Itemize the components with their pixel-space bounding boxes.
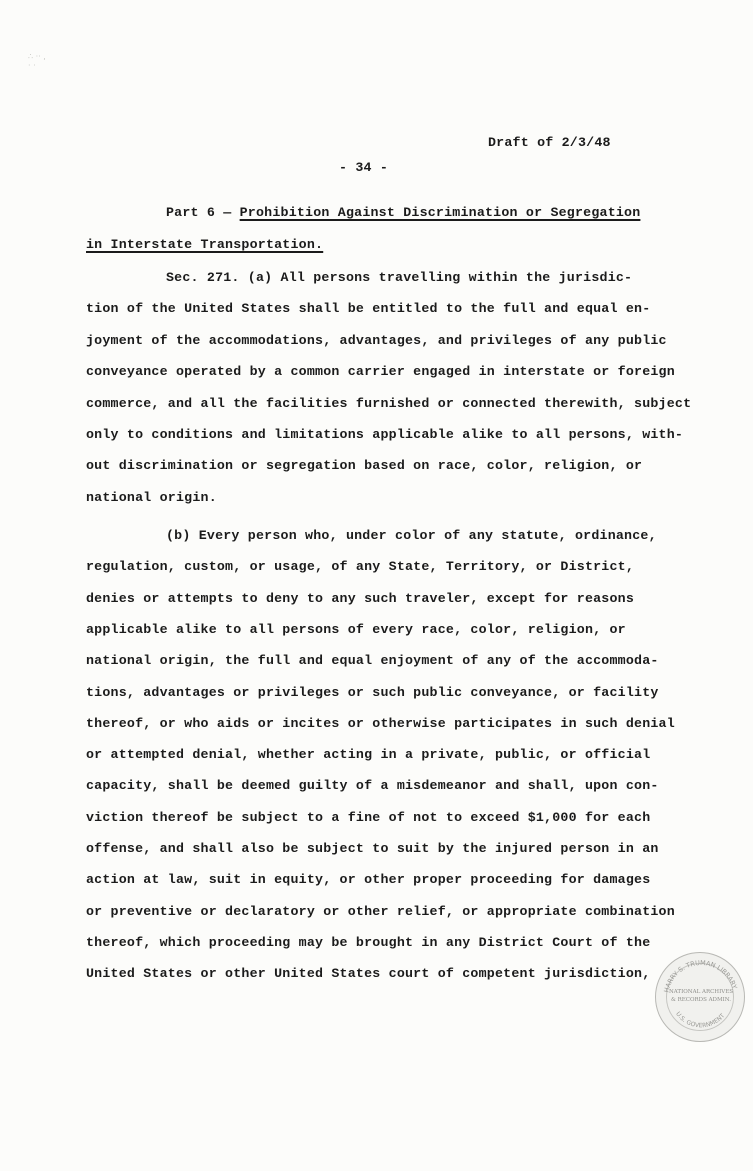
svg-text:HARRY S. TRUMAN LIBRARY: HARRY S. TRUMAN LIBRARY xyxy=(662,958,739,994)
sec-b-line: applicable alike to all persons of every race, color, religion, or xyxy=(86,621,626,637)
part-title-line2: in Interstate Transportation. xyxy=(86,237,324,252)
sec-a-line: commerce, and all the facilities furnished or connected therewith, subject xyxy=(86,395,692,411)
sec-b-line: or attempted denial, whether acting in a private, public, or official xyxy=(86,747,651,763)
svg-text:NATIONAL ARCHIVES: NATIONAL ARCHIVES xyxy=(668,989,734,995)
margin-smudge: ∴ ·· , · · xyxy=(28,52,46,70)
sec-a-line: national origin. xyxy=(86,489,217,505)
sec-b-line: offense, and shall also be subject to suit by the injured person in an xyxy=(86,841,659,856)
sec-b-line: denies or attempts to deny to any such traveler, except for reasons xyxy=(86,590,635,606)
sec-a-line: only to conditions and limitations applicable alike to all persons, with- xyxy=(86,427,684,442)
sec-b-line: thereof, which proceeding may be brought in any District Court of the xyxy=(86,934,651,950)
sec-b-line: viction thereof be subject to a fine of not to exceed $1,000 for each xyxy=(86,809,651,825)
sec-b-line: action at law, suit in equity, or other proper proceeding for damages xyxy=(86,872,651,888)
part-title-line1: Prohibition Against Discrimination or Segregation xyxy=(239,205,641,220)
sec-b-line: (b) Every person who, under color of any statute, ordinance, xyxy=(166,528,657,543)
sec-a-line: Sec. 271. (a) All persons travelling within the jurisdic- xyxy=(166,270,633,285)
part-heading-line1 xyxy=(166,205,640,220)
sec-a-line: joyment of the accommodations, advantages, and privileges of any public xyxy=(86,332,667,348)
sec-a-line: out discrimination or segregation based on race, color, religion, or xyxy=(86,458,643,474)
sec-a-line: tion of the United States shall be entitled to the full and equal en- xyxy=(86,301,651,317)
draft-date: Draft of 2/3/48 xyxy=(488,135,611,150)
sec-b-line: regulation, custom, or usage, of any State, Territory, or District, xyxy=(86,559,635,575)
svg-text:& RECORDS ADMIN.: & RECORDS ADMIN. xyxy=(671,997,731,1003)
stamp-lettering xyxy=(656,953,746,1043)
sec-b-line: tions, advantages or privileges or such public conveyance, or facility xyxy=(86,684,659,700)
sec-b-line: or preventive or declaratory or other relief, or appropriate combination xyxy=(86,903,675,919)
sec-b-line: national origin, the full and equal enjoyment of any of the accommoda- xyxy=(86,653,659,669)
archive-stamp xyxy=(655,952,745,1042)
sec-b-line: capacity, shall be deemed guilty of a misdemeanor and shall, upon con- xyxy=(86,778,659,794)
sec-a-line: conveyance operated by a common carrier engaged in interstate or foreign xyxy=(86,364,675,380)
sec-b-line: thereof, or who aids or incites or otherwise participates in such denial xyxy=(86,715,675,731)
part-label: Part 6 — xyxy=(166,205,232,220)
page-number: - 34 - xyxy=(339,160,389,175)
svg-text:U.S. GOVERNMENT: U.S. GOVERNMENT xyxy=(674,1010,727,1030)
sec-b-line: United States or other United States court of competent jurisdiction, xyxy=(86,966,651,982)
